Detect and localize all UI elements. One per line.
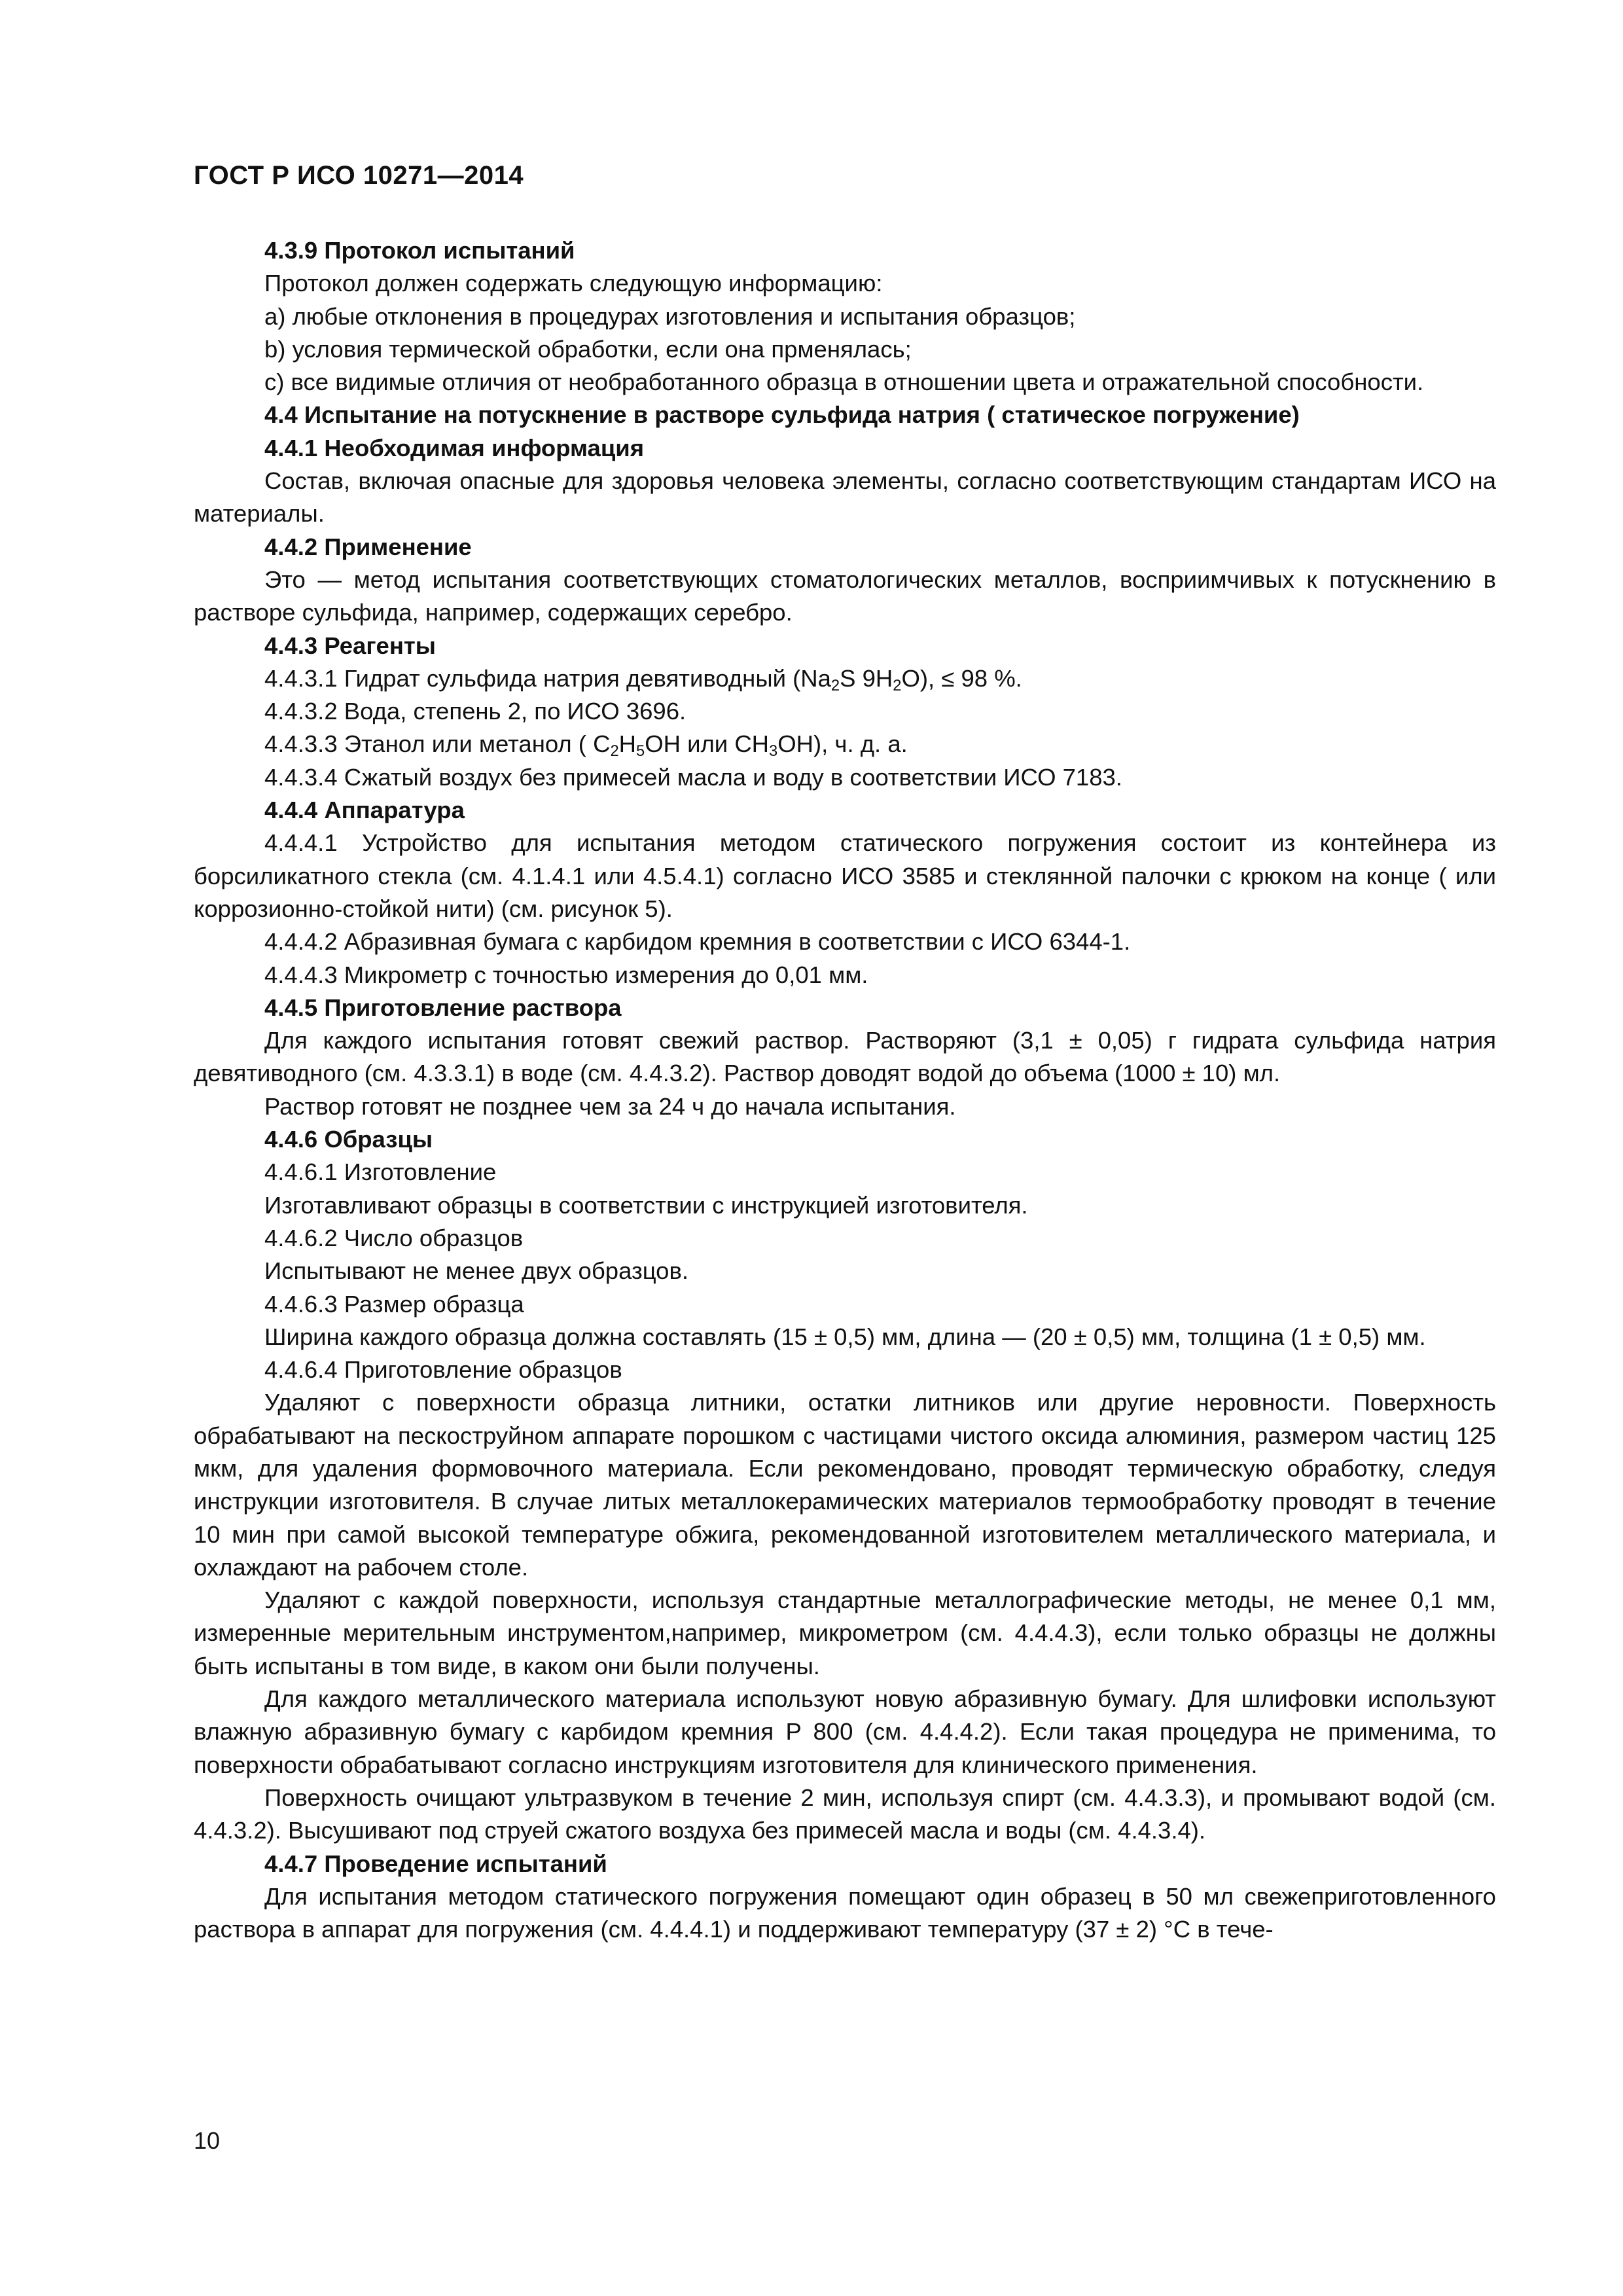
section-heading: 4.4.4 Аппаратура <box>264 797 465 824</box>
paragraph: Протокол должен содержать следующую информацию: <box>264 270 883 297</box>
section-heading: 4.4.3 Реагенты <box>264 632 436 659</box>
reagent-item <box>194 728 1496 761</box>
paragraph: Ширина каждого образца должна составлять (15 ± 0,5) мм, длина — (20 ± 0,5) мм, толщина (1 ± 0,5) мм. <box>264 1323 1426 1350</box>
subsection-title: 4.4.6.4 Приготовление образцов <box>264 1356 622 1384</box>
section-heading: 4.4.5 Приготовление раствора <box>264 994 622 1021</box>
reagent-item: 4.4.3.2 Вода, степень 2, по ИСО 3696. <box>264 698 687 725</box>
paragraph: Раствор готовят не позднее чем за 24 ч до начала испытания. <box>264 1092 956 1120</box>
paragraph: Это — метод испытания соответствующих стоматологических металлов, восприимчивых к потускнению в растворе сульфида, например, содержащих серебро. <box>194 565 1496 626</box>
list-item: b) условия термической обработки, если она прменялась; <box>264 335 912 363</box>
paragraph: Удаляют с поверхности образца литники, остатки литников или другие неровности. Поверхность обрабатывают на пескоструйном аппарате порошком с частицами чистого оксида алюминия, размером частиц 125 мкм, для удаления формовочного материала. Если рекомендовано, проводят термическую обработку, следуя инструкции изготовителя. В случае литых металлокерамических материалов термообработку проводят в течение 10 мин при самой высокой температуре обжига, рекомендованной изготовителем металлического материала, и охлаждают на рабочем столе. <box>194 1389 1496 1581</box>
reagent-item <box>194 662 1496 695</box>
paragraph: Для каждого металлического материала используют новую абразивную бумагу. Для шлифовки используют влажную абразивную бумагу с карбидом кремния P 800 (см. 4.4.4.2). Если такая процедура не применима, то поверхности обрабатывают согласно инструкциям изготовителя для клинического применения. <box>194 1685 1496 1778</box>
page-number: 10 <box>194 2127 221 2154</box>
reagent-item: 4.4.3.4 Сжатый воздух без примесей масла и воду в соответствии ИСО 7183. <box>264 763 1122 791</box>
list-item: c) все видимые отличия от необработанного образца в отношении цвета и отражательной способности. <box>264 368 1424 396</box>
subscript: 2 <box>893 677 902 694</box>
section-heading: 4.4.2 Применение <box>264 533 472 560</box>
section-heading: 4.4.7 Проведение испытаний <box>264 1850 607 1877</box>
paragraph: Состав, включая опасные для здоровья человека элементы, согласно соответствующим стандартам ИСО на материалы. <box>194 467 1496 528</box>
text-run: OH), ч. д. а. <box>777 730 908 758</box>
subsection-title: 4.4.6.3 Размер образца <box>264 1290 524 1318</box>
text-run: S 9H <box>840 664 893 692</box>
paragraph: Изготавливают образцы в соответствии с инструкцией изготовителя. <box>264 1191 1028 1219</box>
section-heading: 4.4.6 Образцы <box>264 1126 433 1153</box>
paragraph: 4.4.4.3 Микрометр с точностью измерения до 0,01 мм. <box>264 961 868 988</box>
list-item: a) любые отклонения в процедурах изготовления и испытания образцов; <box>264 302 1076 330</box>
section-heading: 4.4 Испытание на потускнение в растворе сульфида натрия ( статическое погружение) <box>264 401 1300 429</box>
text-run: OH или CH <box>645 730 770 758</box>
subscript: 5 <box>636 743 645 761</box>
text-run: O), ≤ 98 %. <box>901 664 1022 692</box>
document-body <box>194 234 1496 1946</box>
text-run: H <box>618 730 637 758</box>
subscript: 2 <box>610 743 619 761</box>
section-heading: 4.3.9 Протокол испытаний <box>264 237 575 264</box>
standard-designation-header: ГОСТ Р ИСО 10271—2014 <box>194 161 524 190</box>
subscript: 2 <box>830 677 840 694</box>
paragraph: Поверхность очищают ультразвуком в течение 2 мин, используя спирт (см. 4.4.3.3), и промывают водой (см. 4.4.3.2). Высушивают под струей сжатого воздуха без примесей масла и воды (см. 4.4.3.4). <box>194 1784 1496 1844</box>
subsection-title: 4.4.6.1 Изготовление <box>264 1158 497 1186</box>
paragraph: Для каждого испытания готовят свежий раствор. Растворяют (3,1 ± 0,05) г гидрата сульфида натрия девятиводного (см. 4.3.3.1) в воде (см. 4.4.3.2). Раствор доводят водой до объема (1000 ± 10) мл. <box>194 1027 1496 1087</box>
paragraph: 4.4.4.1 Устройство для испытания методом статического погружения состоит из контейнера из борсиликатного стекла (см. 4.1.4.1 или 4.5.4.1) согласно ИСО 3585 и стеклянной палочки с крюком на конце ( или коррозионно-стойкой нити) (см. рисунок 5). <box>194 829 1496 922</box>
subscript: 3 <box>769 743 778 761</box>
subsection-title: 4.4.6.2 Число образцов <box>264 1224 524 1251</box>
paragraph: Для испытания методом статического погружения помещают один образец в 50 мл свежеприготовленного раствора в аппарат для погружения (см. 4.4.4.1) и поддерживают температуру (37 ± 2) °С в тече- <box>194 1882 1496 1943</box>
paragraph: Испытывают не менее двух образцов. <box>264 1257 689 1285</box>
text-run: 4.4.3.3 Этанол или метанол ( C <box>264 730 611 758</box>
text-run: 4.4.3.1 Гидрат сульфида натрия девятиводный (Na <box>264 664 831 692</box>
section-heading: 4.4.1 Необходимая информация <box>264 434 645 461</box>
paragraph: 4.4.4.2 Абразивная бумага с карбидом кремния в соответствии с ИСО 6344-1. <box>264 928 1131 956</box>
paragraph: Удаляют с каждой поверхности, используя стандартные металлографические методы, не менее 0,1 мм, измеренные мерительным инструментом,например, микрометром (см. 4.4.4.3), если только образцы не должны быть испытаны в том виде, в каком они были получены. <box>194 1587 1496 1679</box>
